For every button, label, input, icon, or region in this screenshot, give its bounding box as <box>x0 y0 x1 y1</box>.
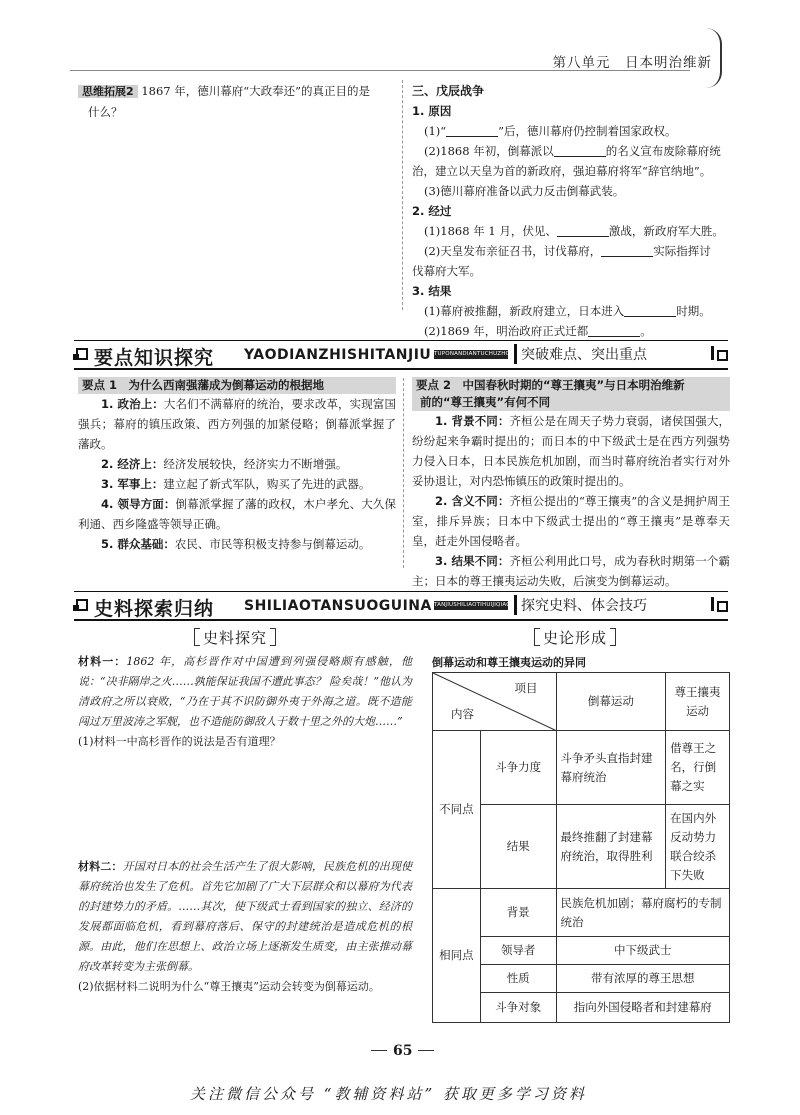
key-point-1-item: 4. 领导方面：倒幕派掌握了藩的政权，木户孝允、大久保利通、西乡隆盛等领导正确。 <box>78 497 396 531</box>
row-label: 斗争对象 <box>480 993 556 1023</box>
header-content: 内容 <box>451 707 474 721</box>
fill-blank[interactable] <box>624 305 676 317</box>
key-point-2 <box>412 377 730 591</box>
key-point-1-item: 5. 群众基础：农民、市民等积极支持参与倒幕运动。 <box>101 537 371 551</box>
key-point-1-item: 2. 经济上：经济发展较快，经济实力不断增强。 <box>101 457 348 471</box>
row-label: 斗争力度 <box>480 731 556 805</box>
war-process-title: 2. 经过 <box>412 204 452 218</box>
cell-value: 斗争矛头直指封建幕府统治 <box>556 731 666 805</box>
boshin-war-section <box>412 81 732 341</box>
header-col-1: 倒幕运动 <box>556 673 666 731</box>
row-label: 领导者 <box>480 937 556 965</box>
table-header-row <box>433 673 730 731</box>
square-icon <box>717 350 728 361</box>
war-result-2: (2)1869 年，明治政府正式迁都 。 <box>424 324 652 338</box>
war-process-2-cont: 伐幕府大军。 <box>412 264 481 278</box>
war-result-1: (1)幕府被推翻，新政府建立，日本进入 时期。 <box>424 304 711 318</box>
banner-title: 要点知识探究 <box>94 347 215 369</box>
header-rule <box>70 70 690 71</box>
war-title: 三、戊辰战争 <box>412 84 485 98</box>
question-1: (1)材料一中高杉晋作的说法是否有道理？ <box>78 735 281 748</box>
banner-bar-text: TANJIUSHILIAOTIHUIJIQIAO <box>434 602 511 608</box>
material-one-text: 1862 年，高杉晋作对中国遭到列强侵略颇有感触，他说：“决非隔岸之火……孰能保证我国不遭此事态？ 险矣哉！”他认为清政府之所以衰败，“乃在于其不识防御外夷于外海之道。既不造能闯过万里波涛之军舰，也不造能防御敌人于数十里之外的大炮……” <box>78 655 412 728</box>
cell-value: 借尊王之名，行倒幕之实 <box>666 731 730 805</box>
dash-decoration <box>418 1050 434 1051</box>
bar-icon <box>711 346 714 360</box>
banner-pinyin: YAODIANZHISHITANJIU <box>244 347 432 363</box>
fill-blank[interactable] <box>601 245 653 257</box>
key-point-2-item: 2. 含义不同：齐桓公提出的“尊王攘夷”的含义是拥护周王室，排斥异族；日本中下级武士提出的“尊王攘夷”是尊奉天皇，赶走外国侵略者。 <box>412 494 731 548</box>
war-cause-1: (1)“ ”后，德川幕府仍控制着国家政权。 <box>424 124 677 138</box>
key-point-1-item: 1. 政治上：大名们不满幕府的统治，要求改革，实现富国强兵；幕府的镇压政策、西方列强的加紧侵略；倒幕派掌握了藩政。 <box>78 397 396 451</box>
banner-title: 史料探索归纳 <box>94 598 215 620</box>
question-2: (2)依据材料二说明为什么“尊王攘夷”运动会转变为倒幕运动。 <box>78 980 380 993</box>
key-points-banner <box>74 340 728 370</box>
banner-bottom-rule <box>74 619 728 621</box>
page-number: 65 <box>365 1043 440 1059</box>
war-process-2: (2)天皇发布亲征召书，讨伐幕府， 实际指挥讨 <box>424 244 711 258</box>
square-icon <box>717 601 728 612</box>
key-point-2-title: 要点 2 中国春秋时期的“尊王攘夷”与日本明治维新 前的“尊王攘夷”有何不同 <box>412 377 730 411</box>
row-label: 性质 <box>480 965 556 993</box>
fill-blank[interactable] <box>557 225 609 237</box>
row-group-same: 相同点 <box>433 889 481 1023</box>
war-cause-3: (3)德川幕府准备以武力反击倒幕武装。 <box>424 184 625 198</box>
row-group-diff: 不同点 <box>433 731 481 889</box>
war-cause-title: 1. 原因 <box>412 104 452 118</box>
thinking-expansion <box>78 81 388 122</box>
war-result-title: 3. 结果 <box>412 284 452 298</box>
banner-bar-text: TUPONANDIANTUCHUZHONGDIAN <box>434 351 534 357</box>
bar-icon <box>711 597 714 611</box>
material-two-label: 材料二： <box>78 860 123 873</box>
table-row <box>433 889 730 937</box>
conclusion-subtitle: 史论形成 <box>534 627 616 648</box>
table-row <box>433 731 730 805</box>
thinking-question-line1: 1867 年，德川幕府“大政奉还”的真正目的是 <box>141 84 370 98</box>
bracket-left <box>194 628 200 646</box>
column-divider <box>402 80 403 310</box>
cell-value: 在国内外反动势力联合绞杀下失败 <box>666 805 730 889</box>
table-diagonal-header <box>433 673 557 731</box>
material-two-text: 开国对日本的社会生活产生了很大影响，民族危机的出现使幕府统治也发生了危机。首先它加剧了广大下层群众和以幕府为代表的封建势力的矛盾。……其次，使下级武士看到国家的独立、经济的发展都面临危机，看到幕府落后、保守的封建统治是造成危机的根源。由此，他们在思想上、政治立场上逐渐发生质变，由主张推动幕府改革转变为主张倒幕。 <box>78 860 413 973</box>
cell-value: 最终推翻了封建幕府统治，取得胜利 <box>556 805 666 889</box>
banner-tagline: 探究史料、体会技巧 <box>514 595 647 615</box>
fill-blank[interactable] <box>588 325 640 337</box>
banner-tagline: 突破难点、突出重点 <box>514 344 647 364</box>
materials-subtitle: 史料探究 <box>194 627 276 648</box>
key-point-2-item: 3. 结果不同：齐桓公利用此口号，成为春秋时期第一个霸主；日本的尊王攘夷运动失败，后演变为倒幕运动。 <box>412 554 730 588</box>
header-col-2: 尊王攘夷运动 <box>666 673 730 731</box>
material-two <box>78 857 412 997</box>
row-label: 背景 <box>480 889 556 937</box>
comparison-table <box>432 672 730 1023</box>
table-title: 倒幕运动和尊王攘夷运动的异同 <box>432 656 586 669</box>
thinking-question-line2: 什么？ <box>88 105 123 119</box>
material-one-label: 材料一： <box>78 655 127 668</box>
key-point-2-item: 1. 背景不同：齐桓公是在周天子势力衰弱，诸侯国强大，纷纷起来争霸时提出的；而日本的中下级武士是在西方列强势力侵入日本，日本民族危机加剧，而当时幕府统治者实行对外妥协退让，对内恐怖镇压的政策时提出的。 <box>412 414 730 488</box>
key-point-1-item: 3. 军事上：建立起了新式军队，购买了先进的武器。 <box>101 477 371 491</box>
material-one <box>78 652 412 752</box>
thinking-label: 思维拓展2 <box>78 85 138 98</box>
footer-note: 关注微信公众号 “教辅资料站” 获取更多学习资料 <box>190 1085 587 1103</box>
banner-top-rule <box>74 591 728 592</box>
key-point-1-title: 要点 1 为什么西南强藩成为倒幕运动的根据地 <box>78 377 396 394</box>
dash-decoration <box>371 1050 387 1051</box>
war-cause-2-cont: 治，建立以天皇为首的新政府，强迫幕府将军“辞官纳地”。 <box>412 164 712 178</box>
bracket-right <box>610 628 616 646</box>
bracket-right <box>270 628 276 646</box>
fill-blank[interactable] <box>554 145 606 157</box>
square-icon <box>76 599 88 611</box>
banner-top-rule <box>74 340 728 341</box>
war-process-1: (1)1868 年 1 月，伏见、 激战，新政府军大胜。 <box>424 224 724 238</box>
column-divider <box>403 378 404 568</box>
cell-value: 指向外国侵略者和封建幕府 <box>556 993 729 1023</box>
unit-header: 第八单元 日本明治维新 <box>552 55 712 71</box>
war-cause-2: (2)1868 年初，倒幕派以 的名义宣布废除幕府统 <box>424 144 721 158</box>
cell-value: 带有浓厚的尊王思想 <box>556 965 729 993</box>
cell-value: 民族危机加剧；幕府腐朽的专制统治 <box>556 889 729 937</box>
cell-value: 中下级武士 <box>556 937 729 965</box>
row-label: 结果 <box>480 805 556 889</box>
historical-materials-banner <box>74 591 728 621</box>
bracket-left <box>534 628 540 646</box>
header-item: 项目 <box>514 681 538 695</box>
fill-blank[interactable] <box>446 125 498 137</box>
banner-pinyin: SHILIAOTANSUOGUINA <box>244 598 432 614</box>
key-point-1 <box>78 377 396 554</box>
banner-bottom-rule <box>74 368 728 370</box>
square-icon <box>76 348 88 360</box>
